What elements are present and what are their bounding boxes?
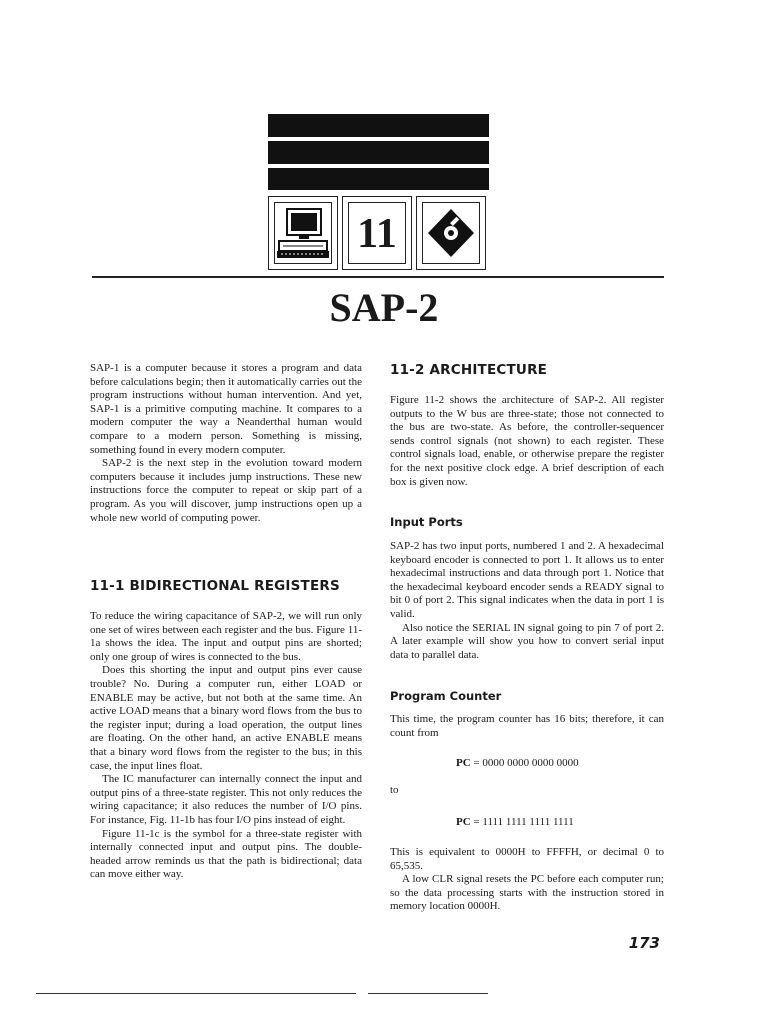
input-ports-paragraph-2: Also notice the SERIAL IN signal going to pin 7 of port 2. A later example will show you how to convert serial input data to parallel data. — [390, 621, 664, 661]
header-bar-3 — [268, 168, 489, 190]
chapter-title: SAP-2 — [329, 285, 439, 330]
program-counter-intro — [390, 713, 664, 740]
title-rule — [92, 276, 664, 278]
program-counter-paragraph-1: This is equivalent to 0000H to FFFFH, or decimal 0 to 65,535. — [390, 846, 664, 872]
input-ports-paragraph-1: SAP-2 has two input ports, numbered 1 and 2. A hexadecimal keyboard encoder is connected to port 1. It allows us to enter hexadecimal instructions and data through port 1. Notice that the hexadecimal keyboard encoder sends a READY signal to bit 0 of port 2. This signal indicates when the data in port 1 is valid. — [390, 540, 664, 620]
header-bar-1 — [268, 114, 489, 137]
input-ports-heading: Input Ports — [390, 515, 463, 529]
computer-icon-box — [268, 196, 338, 270]
section-heading-11-2: 11-2 ARCHITECTURE — [390, 362, 548, 378]
intro-text — [90, 362, 362, 525]
program-counter-paragraph-2: A low CLR signal resets the PC before each computer run; so the data processing starts with the instruction stored in memory location 0000H. — [390, 873, 664, 913]
to-word — [390, 784, 430, 798]
to-word-text: to — [390, 784, 399, 796]
chapter-number: 11 — [357, 211, 397, 257]
equation-pc-max-value: = 1111 1111 1111 1111 — [473, 816, 574, 828]
page-number: 173 — [628, 934, 660, 952]
equation-pc-min-label: PC — [456, 757, 471, 769]
chapter-number-box — [342, 196, 412, 270]
program-counter-heading: Program Counter — [390, 689, 502, 703]
computer-icon — [275, 203, 331, 263]
section-11-1-paragraph-4: Figure 11-1c is the symbol for a three-state register with internally connected input and output pins. The double-headed arrow reminds us that the path is bidirectional; data can move either way. — [90, 827, 362, 881]
program-counter-intro-text: This time, the program counter has 16 bits; therefore, it can count from — [390, 713, 664, 739]
equation-pc-min-value: = 0000 0000 0000 0000 — [473, 757, 579, 769]
section-11-1-paragraph-3: The IC manufacturer can internally connect the input and output pins of a three-state register. This not only reduces the wiring capacitance; it also reduces the number of I/O pins. For instance, Fig. 11-1b has four I/O pins instead of eight. — [90, 773, 362, 826]
equation-pc-max — [456, 816, 574, 828]
section-11-1-paragraph-1: To reduce the wiring capacitance of SAP-2, we will run only one set of wires between each register and the bus. Figure 11-1a shows the idea. The input and output pins are shorted; only one group of wires is connected to the bus. — [90, 610, 362, 663]
equation-pc-min — [456, 757, 579, 769]
program-counter-text — [390, 846, 664, 914]
section-11-2-text — [390, 394, 664, 489]
input-ports-text — [390, 540, 664, 662]
intro-paragraph-1: SAP-1 is a computer because it stores a program and data before calculations begin; then it automatically carries out the program instructions without human intervention. And yet, SAP-1 is a primitive computing machine. It compares to a modern computer the way a Neanderthal human would compare to a modern person. Something is missing, something found in every modern computer. — [90, 362, 362, 456]
footer-rule-1 — [36, 993, 356, 994]
section-11-1-text — [90, 610, 362, 882]
equation-pc-max-label: PC — [456, 816, 471, 828]
section-heading-11-1: 11-1 BIDIRECTIONAL REGISTERS — [90, 578, 340, 594]
diskette-icon — [423, 203, 479, 263]
section-11-1-paragraph-2: Does this shorting the input and output pins ever cause trouble? No. During a computer run, either LOAD or ENABLE may be active, but not both at the same time. An active LOAD means that a binary word flows from the bus to the register input; during a load operation, the output lines are floating. On the other hand, an active ENABLE means that a binary word flows from the register to the bus; in this case, the input lines float. — [90, 664, 362, 772]
diskette-icon-box — [416, 196, 486, 270]
section-11-2-paragraph: Figure 11-2 shows the architecture of SAP-2. All register outputs to the W bus are three-state; those not connected to the bus are two-state. As before, the controller-sequencer sends control signals (not shown) to each register. These control signals load, enable, or otherwise prepare the register for the next positive clock edge. A brief description of each box is given now. — [390, 394, 664, 488]
footer-rule-2 — [368, 993, 488, 994]
header-bar-2 — [268, 141, 489, 164]
intro-paragraph-2: SAP-2 is the next step in the evolution toward modern computers because it includes jump instructions. These new instructions force the computer to repeat or skip part of a program. As you will discover, jump instructions open up a whole new world of computing power. — [90, 457, 362, 524]
